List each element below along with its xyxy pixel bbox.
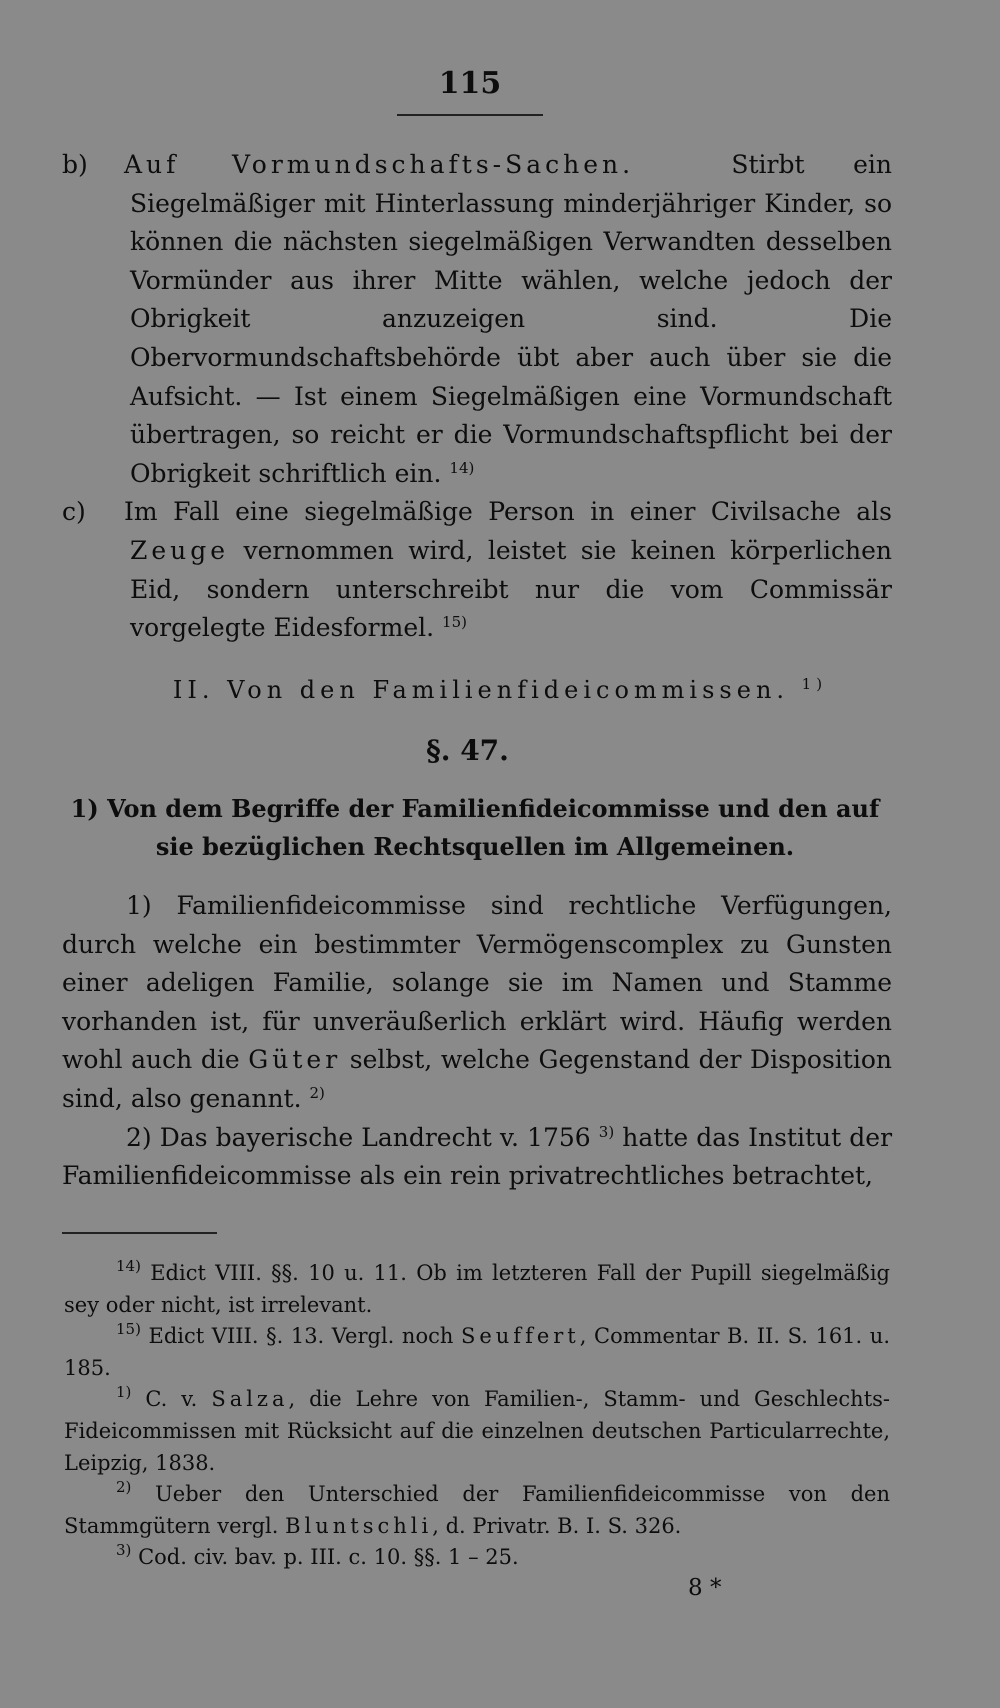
page-number: 115: [438, 66, 502, 101]
paragraph-1-text-after: selbst, welche Gegenstand der Disposition sind, also genannt.: [62, 1045, 892, 1113]
footnote-mark: 1): [116, 1383, 132, 1402]
footnote-3: [64, 1542, 890, 1574]
footnote-emphasis: Bluntschli: [285, 1513, 433, 1538]
footnote-ref-2: 2): [309, 1083, 325, 1102]
paragraph-c-text-before: Im Fall eine siegelmäßige Person in einer Civilsache als: [124, 497, 892, 527]
footnotes: [64, 1258, 890, 1574]
footnote-emphasis: Salza: [211, 1387, 289, 1412]
footnote-mark: 15): [116, 1320, 141, 1339]
paragraph-b: [62, 146, 892, 493]
footnote-text: , Commentar B. II. S. 161. u. 185.: [64, 1324, 890, 1380]
section-sign: §. 47.: [426, 734, 509, 767]
paragraph-c-emphasis: Zeuge: [130, 535, 230, 565]
subheading: 1) Von dem Begriffe der Familienfideicommisse und den auf sie bezüglichen Rechtsquellen im Allgemeinen.: [70, 794, 880, 861]
footnote-2: [64, 1479, 890, 1542]
header-rule: [397, 114, 543, 116]
footnote-text: , d. Privatr. B. I. S. 326.: [432, 1513, 682, 1538]
footnote-rule: [62, 1232, 217, 1234]
section-title-text: II. Von den Familienfideicommissen.: [172, 676, 790, 704]
signature-mark: 8 *: [688, 1575, 722, 1601]
main-text-upper: [62, 146, 892, 648]
footnote-15: [64, 1321, 890, 1384]
footnote-text: Ueber den Unterschied der Familienfideicommisse von den Stammgütern vergl.: [64, 1482, 890, 1538]
paragraph-b-label: b): [62, 150, 88, 179]
footnote-text: C. v.: [145, 1387, 198, 1412]
paragraph-2-text-after: hatte das Institut der Familienfideicommisse als ein rein privatrechtliches betrachtet,: [62, 1122, 893, 1191]
footnote-text: , die Lehre von Familien-, Stamm- und Geschlechts-Fideicommissen mit Rücksicht auf die einzelnen deutschen Particularrechte, Leipzig, 1838.: [64, 1387, 891, 1475]
footnote-text: Edict VIII. §§. 10 u. 11. Ob im letzteren Fall der Pupill siegelmäßig sey oder nicht, ist irrelevant.: [64, 1261, 890, 1317]
paragraph-c-label: c): [62, 497, 86, 527]
main-text-lower: [62, 887, 892, 1196]
paragraph-b-heading: Auf Vormundschafts-Sachen.: [124, 150, 635, 179]
footnote-ref-15: 15): [442, 613, 467, 632]
paragraph-2-text-before: 2) Das bayerische Landrecht v. 1756: [126, 1122, 591, 1152]
section-title: [0, 676, 1000, 704]
footnote-mark: 3): [116, 1541, 132, 1560]
footnote-ref-1: 1): [801, 675, 828, 693]
footnote-ref-3: 3): [598, 1122, 615, 1141]
paragraph-1-emphasis: Güter: [248, 1045, 342, 1075]
paragraph-c: [62, 493, 892, 647]
paragraph-1-text-before: 1) Familienfideicommisse sind rechtliche Verfügungen, durch welche ein bestimmter Vermögenscomplex zu Gunsten einer adeligen Familie, solange sie im Namen und Stamme vorhanden ist, für unveräußerlich erklärt wird. Häufig werden wohl auch die: [62, 891, 892, 1075]
paragraph-b-text: Stirbt ein Siegelmäßiger mit Hinterlassung minderjähriger Kinder, so können die nächsten siegelmäßigen Verwandten desselben Vormünder aus ihrer Mitte wählen, welche jedoch der Obrigkeit anzuzeigen sind. Die Obervormundschaftsbehörde übt aber auch über sie die Aufsicht. — Ist einem Siegelmäßigen eine Vormundschaft übertragen, so reicht er die Vormundschaftspflicht bei der Obrigkeit schriftlich ein.: [130, 150, 892, 488]
footnote-text: Cod. civ. bav. p. III. c. 10. §§. 1 – 25.: [138, 1545, 519, 1570]
footnote-emphasis: Seuffert: [460, 1324, 580, 1349]
paragraph-2: [62, 1119, 892, 1196]
paragraph-c-text-after: vernommen wird, leistet sie keinen körperlichen Eid, sondern unterschreibt nur die vom Commissär vorgelegte Eidesformel.: [130, 535, 892, 643]
paragraph-1: [62, 887, 892, 1119]
footnote-ref-14: 14): [449, 458, 475, 477]
footnote-1: [64, 1384, 890, 1479]
footnote-mark: 2): [116, 1478, 132, 1497]
footnote-mark: 14): [116, 1257, 141, 1275]
footnote-text: Edict VIII. §. 13. Vergl. noch: [148, 1324, 454, 1349]
footnote-14: [64, 1258, 890, 1321]
